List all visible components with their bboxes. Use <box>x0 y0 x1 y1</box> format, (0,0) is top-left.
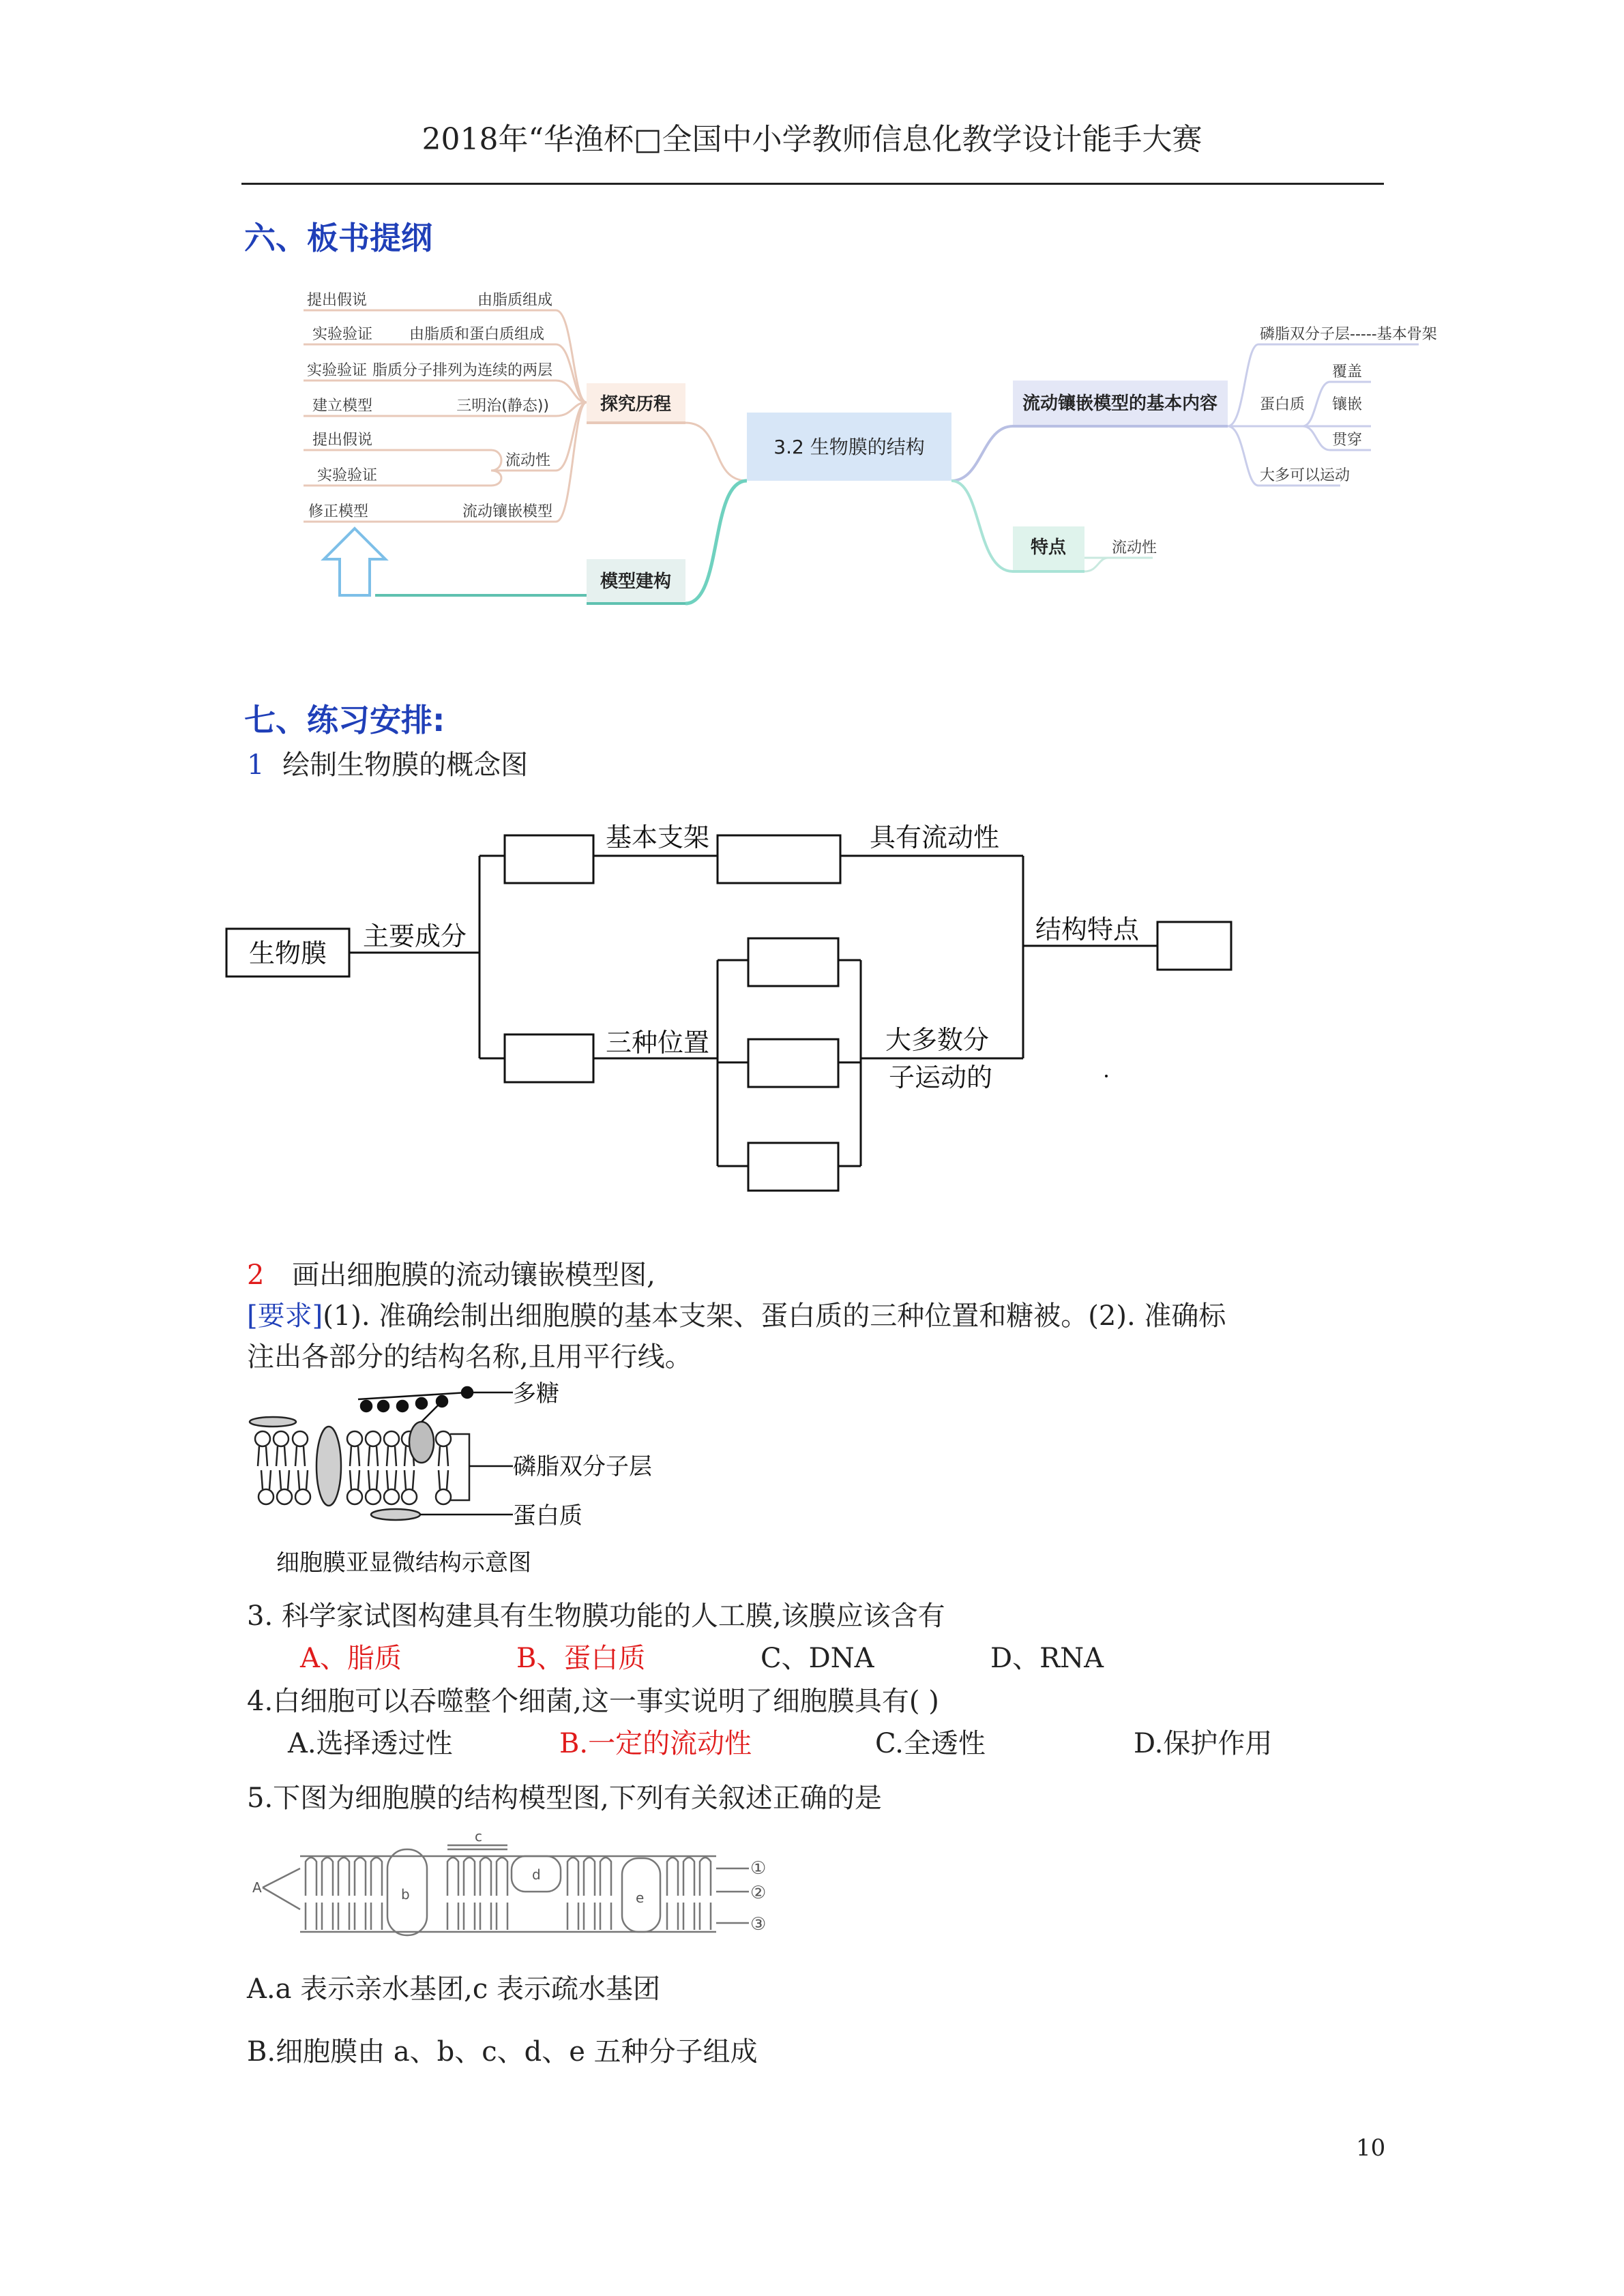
mm-model: 模型建构 <box>600 571 672 592</box>
cm-root: 生物膜 <box>248 938 327 968</box>
q2-req-line1 <box>247 1294 1226 1333</box>
mm-left-r-1: 由脂质和蛋白质组成 <box>409 326 544 343</box>
q2-text: 画出细胞膜的流动镶嵌模型图, <box>292 1259 655 1291</box>
mm-merge-label: 流动性 <box>505 452 550 469</box>
q4-opt-a: A.选择透过性 <box>288 1728 453 1759</box>
cm-most2: 子运动的 <box>889 1062 993 1092</box>
cm-blank-7[interactable] <box>748 1143 838 1191</box>
fig5-label-e: e <box>636 1890 645 1906</box>
cm-blank-1[interactable] <box>505 835 593 883</box>
membrane-figure <box>0 1371 750 1589</box>
mm-left-l-6: 修正模型 <box>308 503 369 520</box>
mm-left-r-2: 脂质分子排列为连续的两层 <box>372 362 552 379</box>
cm-blank-4[interactable] <box>505 1034 593 1082</box>
q2-line <box>247 1253 655 1292</box>
mm-right-item-2: 贯穿 <box>1332 432 1363 449</box>
mm-feature-leaf: 流动性 <box>1112 539 1157 556</box>
mindmap-diagram <box>0 0 1624 655</box>
q1-number: 1 <box>247 749 265 781</box>
q3-opt-a: A、脂质 <box>300 1643 402 1674</box>
mm-left-l-5: 实验验证 <box>317 467 378 484</box>
mm-left-l-2: 实验验证 <box>307 362 368 379</box>
q2-req-label: [要求] <box>247 1300 323 1332</box>
concept-map <box>0 784 1624 1207</box>
q4-opt-d: D.保护作用 <box>1134 1728 1273 1759</box>
fig-caption: 细胞膜亚显微结构示意图 <box>276 1549 531 1577</box>
q5-opt-b: B.细胞膜由 a、b、c、d、e 五种分子组成 <box>247 2036 758 2068</box>
mm-left-l-4: 提出假说 <box>312 432 373 449</box>
q5-opt-a: A.a 表示亲水基团,c 表示疏水基团 <box>247 1973 660 2005</box>
cm-blank-6[interactable] <box>748 1039 838 1087</box>
mm-right-lipid: 磷脂双分子层-----基本骨架 <box>1260 326 1437 343</box>
q4-stem: 4.白细胞可以吞噬整个细菌,这一事实说明了细胞膜具有( ) <box>247 1686 939 1717</box>
q3-opt-c: C、DNA <box>761 1643 874 1674</box>
q4-opt-c: C.全透性 <box>875 1728 986 1759</box>
section6-title: 六、板书提纲 <box>244 220 432 256</box>
fig5-label-A: A <box>252 1879 262 1896</box>
q2-number: 2 <box>247 1259 265 1291</box>
fig5-label-b: b <box>401 1886 410 1903</box>
mm-left-l-3: 建立模型 <box>312 398 373 415</box>
mm-explore: 探究历程 <box>600 394 672 415</box>
membrane-model-figure <box>0 1828 818 1943</box>
q1-text: 绘制生物膜的概念图 <box>282 749 529 781</box>
q4-opt-b: B.一定的流动性 <box>559 1728 752 1759</box>
mm-left-l-0: 提出假说 <box>307 292 368 309</box>
q1-line <box>247 743 528 782</box>
cm-blank-5[interactable] <box>748 938 838 986</box>
mm-left-r-6: 流动镶嵌模型 <box>462 503 552 520</box>
q5-stem: 5.下图为细胞膜的结构模型图,下列有关叙述正确的是 <box>247 1783 882 1814</box>
mm-left-r-3: 三明治(静态)) <box>456 398 549 415</box>
cm-three: 三种位置 <box>606 1028 710 1058</box>
fig-label-lipid: 磷脂双分子层 <box>513 1453 652 1480</box>
fig5-num-3: ③ <box>750 1914 767 1935</box>
cm-skeleton: 基本支架 <box>606 822 710 852</box>
mm-right-protein: 蛋白质 <box>1260 396 1305 413</box>
mm-left-l-1: 实验验证 <box>312 326 373 343</box>
section7-title: 七、练习安排: <box>244 702 445 739</box>
page-number: 10 <box>1356 2134 1386 2162</box>
cm-struct: 结构特点 <box>1035 914 1140 944</box>
mm-content: 流动镶嵌模型的基本内容 <box>1022 393 1218 414</box>
mm-right-item-0: 覆盖 <box>1332 363 1363 381</box>
fig5-num-2: ② <box>750 1883 767 1903</box>
cm-main: 主要成分 <box>363 921 467 951</box>
q3-opt-b: B、蛋白质 <box>516 1643 646 1674</box>
q3-stem: 3. 科学家试图构建具有生物膜功能的人工膜,该膜应该含有 <box>247 1600 945 1632</box>
fig5-num-1: ① <box>750 1858 767 1879</box>
up-arrow-icon <box>324 528 385 595</box>
fig5-label-d: d <box>532 1866 541 1883</box>
cm-most1: 大多数分 <box>885 1025 990 1055</box>
fig-label-protein: 蛋白质 <box>513 1502 582 1530</box>
q3-opt-d: D、RNA <box>990 1643 1104 1674</box>
mm-right-item-1: 镶嵌 <box>1332 396 1363 413</box>
cm-blank-2[interactable] <box>718 835 840 883</box>
mm-left-r-0: 由脂质组成 <box>477 292 552 309</box>
fig-label-sugar: 多糖 <box>513 1380 559 1407</box>
fig5-label-c: c <box>475 1828 482 1845</box>
cm-blank-3[interactable] <box>1157 922 1231 970</box>
cm-fluid: 具有流动性 <box>870 822 1000 852</box>
q2-req1: (1). 准确绘制出细胞膜的基本支架、蛋白质的三种位置和糖被。(2). 准确标 <box>323 1300 1226 1332</box>
mm-right-motion: 大多可以运动 <box>1260 467 1350 484</box>
mm-center: 3.2 生物膜的结构 <box>773 436 925 458</box>
page-header-title: 2018年“华渔杯□全国中小学教师信息化教学设计能手大赛 <box>422 122 1202 157</box>
q2-req2: 注出各部分的结构名称,且用平行线。 <box>247 1341 692 1373</box>
mm-feature: 特点 <box>1030 537 1067 558</box>
